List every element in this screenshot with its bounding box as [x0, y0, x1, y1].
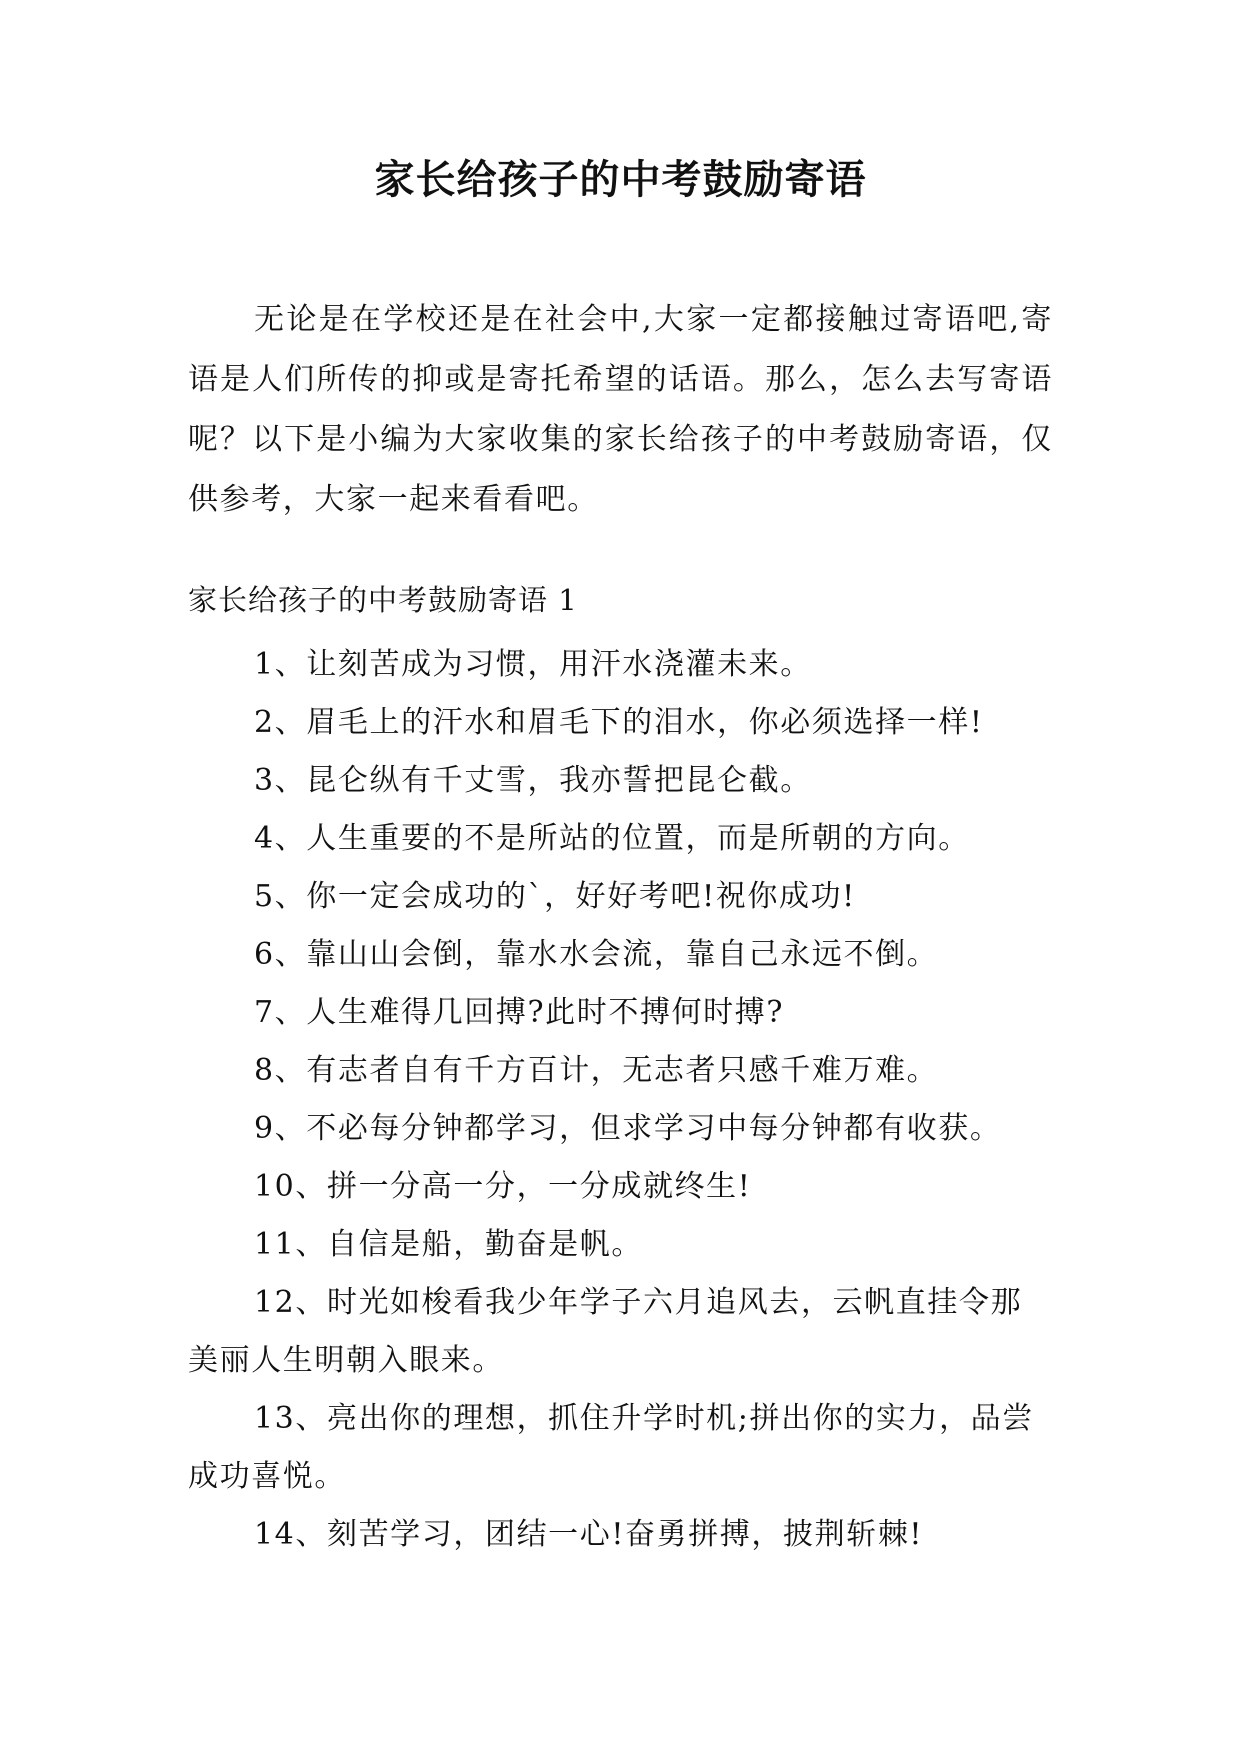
list-item: 11、自信是船，勤奋是帆。 — [254, 1227, 643, 1262]
list-item: 6、靠山山会倒，靠水水会流，靠自己永远不倒。 — [254, 937, 939, 972]
list-item: 12、时光如梭看我少年学子六月追风去，云帆直挂令那美丽人生明朝入眼来。 — [188, 1285, 1023, 1378]
list-item: 4、人生重要的不是所站的位置，而是所朝的方向。 — [254, 821, 970, 856]
list-item: 7、人生难得几回搏?此时不搏何时搏? — [254, 995, 785, 1030]
list-item: 8、有志者自有千方百计，无志者只感千难万难。 — [254, 1053, 939, 1088]
list-item: 9、不必每分钟都学习，但求学习中每分钟都有收获。 — [254, 1111, 1002, 1146]
document-title: 家长给孩子的中考鼓励寄语 — [374, 157, 867, 203]
list-item: 3、昆仑纵有千丈雪，我亦誓把昆仑截。 — [254, 763, 812, 798]
list-item: 10、拼一分高一分，一分成就终生! — [254, 1169, 752, 1204]
list-item: 5、你一定会成功的`，好好考吧!祝你成功! — [254, 879, 856, 914]
list-item: 14、刻苦学习，团结一心!奋勇拼搏，披荆斩棘! — [254, 1517, 924, 1552]
section-heading: 家长给孩子的中考鼓励寄语 1 — [188, 583, 578, 617]
intro-paragraph: 无论是在学校还是在社会中,大家一定都接触过寄语吧,寄语是人们所传的抑或是寄托希望的话语。那么，怎么去写寄语呢？以下是小编为大家收集的家长给孩子的中考鼓励寄语，仅供参考，大家一起来看看吧。 — [188, 302, 1053, 517]
list-item: 2、眉毛上的汗水和眉毛下的泪水，你必须选择一样! — [254, 705, 984, 740]
encouragement-list — [188, 636, 1053, 1564]
list-item: 1、让刻苦成为习惯，用汗水浇灌未来。 — [254, 647, 812, 682]
list-item: 13、亮出你的理想，抓住升学时机;拼出你的实力，品尝成功喜悦。 — [188, 1401, 1034, 1494]
